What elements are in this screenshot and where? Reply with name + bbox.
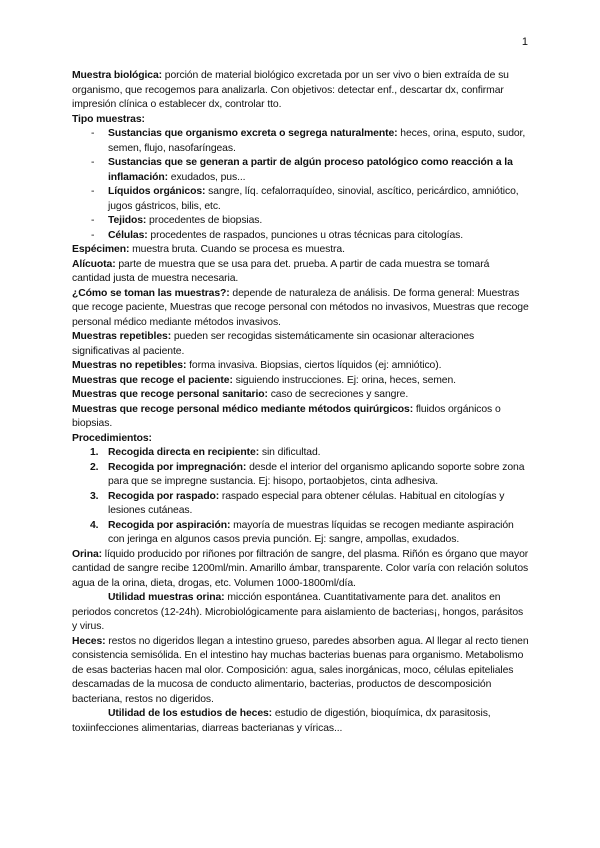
definition-paragraph: Muestras que recoge personal sanitario: caso de secreciones y sangre. xyxy=(72,389,409,400)
definition-paragraph: Muestras que recoge personal médico mediante métodos quirúrgicos: fluidos orgánicos o biopsias. xyxy=(72,403,501,429)
list-item: - Sustancias que organismo excreta o segrega naturalmente: heces, orina, esputo, sudor, semen, flujo, nasofaríngeas. xyxy=(72,127,530,156)
definition-paragraph: Muestras que recoge el paciente: siguiendo instrucciones. Ej: orina, heces, semen. xyxy=(72,374,456,386)
intro-text: porción de material biológico excretada por un ser vivo o bien extraída de su organismo, que recogemos para analizarla. Con objetivos: detectar enf., descartar dx, confirmar impresión clínica o establecer dx, controlar tto. xyxy=(72,70,509,110)
tipos-list xyxy=(72,127,530,243)
page-number: 1 xyxy=(521,36,528,48)
intro-paragraph xyxy=(72,69,530,113)
definition-paragraph: ¿Cómo se toman las muestras?: depende de naturaleza de análisis. De forma general: Muestras que recoge paciente, Muestras que recoge personal con métodos no invasivos, Muestras que recoge personal médico mediante métodos invasivos. xyxy=(72,287,529,328)
definition-paragraph: Muestras no repetibles: forma invasiva. Biopsias, ciertos líquidos (ej: amniótico). xyxy=(72,360,442,371)
definition-paragraph: Muestras repetibles: pueden ser recogidas sistemáticamente sin ocasionar alteraciones significativas al paciente. xyxy=(72,331,475,357)
orina-paragraph: Orina: líquido producido por riñones por filtración de sangre, del plasma. Riñón es órgano que mayor cantidad de sangre recibe 1200ml/min. Amarillo ámbar, transparente. Color varía con relación solutos agua de la orina, dieta, drogas, etc. Volumen 1000-1800ml/día. xyxy=(72,548,529,589)
heces-utilidad-paragraph: Utilidad de los estudios de heces: estudio de digestión, bioquímica, dx parasitosis, toxiinfecciones alimentarias, diarreas bacterianas y víricas... xyxy=(72,708,491,734)
list-item: - Líquidos orgánicos: sangre, líq. cefalorraquídeo, sinovial, ascítico, pericárdico, amniótico, jugos gástricos, bilis, etc. xyxy=(72,185,530,214)
list-item: 4. Recogida por aspiración: mayoría de muestras líquidas se recogen mediante aspiración con jeringa en algunos casos previa punción. Ej: sangre, ampollas, exudados. xyxy=(90,519,514,545)
list-item: - Sustancias que se generan a partir de algún proceso patológico como reacción a la inflamación: exudados, pus... xyxy=(72,156,530,185)
list-item: 2. Recogida por impregnación: desde el interior del organismo aplicando soporte sobre zona para que se impregne sustancia. Ej: hisopo, portaobjetos, cinta adhesiva. xyxy=(90,461,525,487)
document-body xyxy=(72,69,530,736)
procedimientos-heading: Procedimientos: xyxy=(72,432,152,444)
orina-utilidad-paragraph: Utilidad muestras orina: micción espontánea. Cuantitativamente para det. analitos en periodos concretos (12-24h). Microbiológicamente para aislamiento de bacterias¡, hongos, parásitos y virus. xyxy=(72,592,524,632)
list-item: - Tejidos: procedentes de biopsias. xyxy=(72,214,530,229)
intro-term: Muestra biológica: xyxy=(72,70,162,81)
definition-paragraph: Espécimen: muestra bruta. Cuando se procesa es muestra. xyxy=(72,244,345,255)
definition-paragraph: Alícuota: parte de muestra que se usa para det. prueba. A partir de cada muestra se tomará cantidad justa de muestra necesaria. xyxy=(72,258,490,284)
tipos-heading: Tipo muestras: xyxy=(72,113,145,125)
heces-paragraph: Heces: restos no digeridos llegan a intestino grueso, paredes absorben agua. Al llegar al recto tienen consistencia semisólida. En el intestino hay muchas bacterias buenas para organismo. Metabolismo de esas bacterias hacen mal olor. Composición: agua, sales inorgánicas, moco, células epiteliales descamadas de la mucosa de conducto alimentario, bacterias, productos de descomposición bacteriana, restos no digeridos. xyxy=(72,635,529,705)
list-item: - Células: procedentes de raspados, punciones u otras técnicas para citologías. xyxy=(72,229,530,244)
list-item: 3. Recogida por raspado: raspado especial para obtener células. Habitual en citologías y lesiones cutáneas. xyxy=(90,490,505,516)
procedimientos-list xyxy=(72,446,530,548)
list-item: 1. Recogida directa en recipiente: sin dificultad. xyxy=(90,447,321,458)
